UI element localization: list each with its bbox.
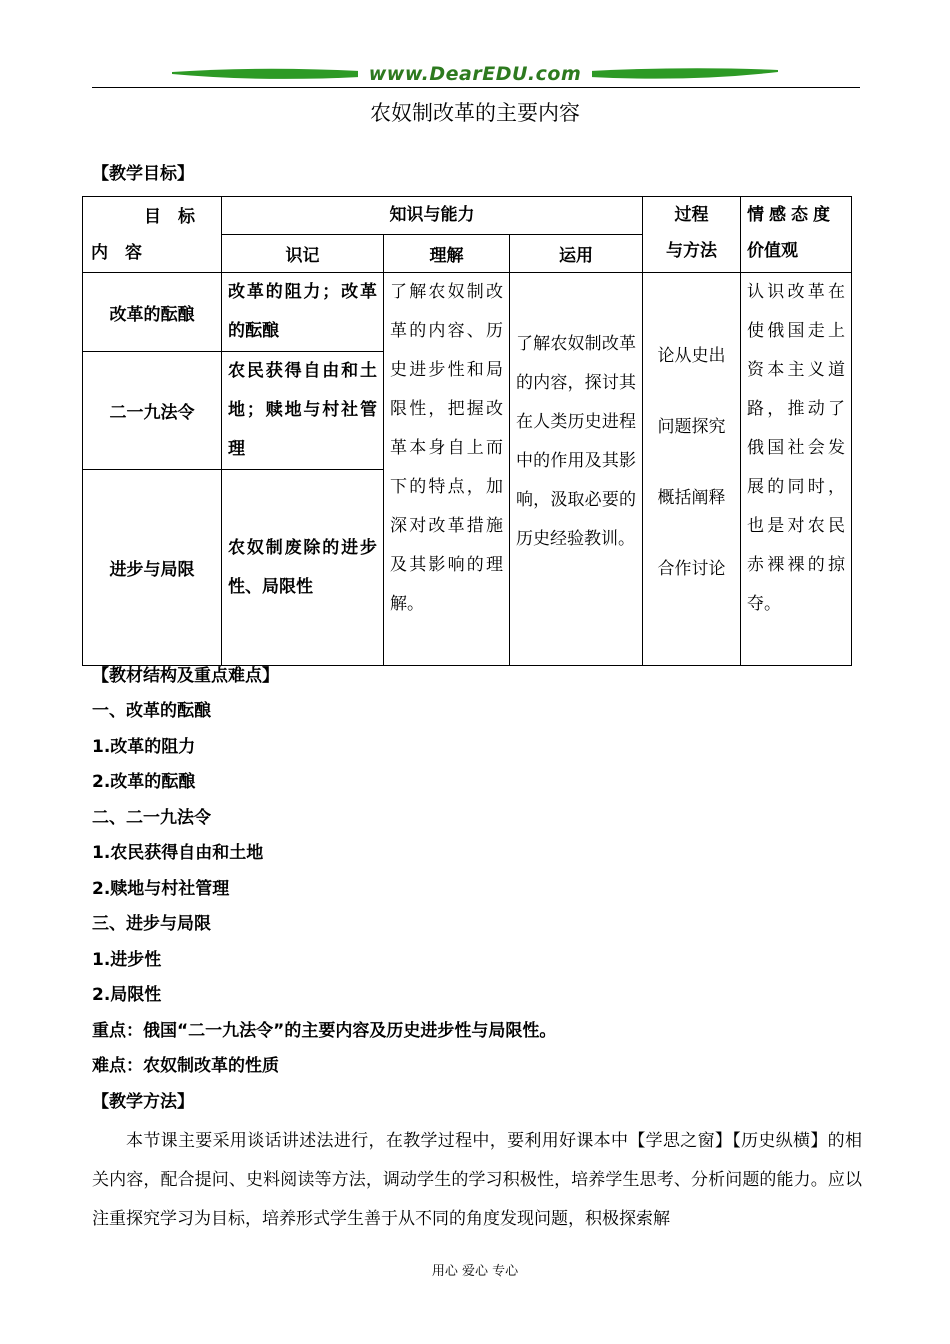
structure-line: 2.改革的酝酿 xyxy=(92,772,196,792)
process-header xyxy=(643,197,741,273)
row-label-brewing: 改革的酝酿 xyxy=(83,273,222,352)
method-item: 问题探究 xyxy=(657,417,726,437)
understand-cell: 了解农奴制改革的内容、历史进步性和局限性，把握改革本身自上而下的特点，加深对改革措施及其影响的理解。 xyxy=(384,273,510,666)
site-logo[interactable]: www.DearEDU.com xyxy=(358,63,592,85)
objectives-table xyxy=(82,196,852,666)
page-title: 农奴制改革的主要内容 xyxy=(370,101,580,125)
header-rule xyxy=(92,87,860,88)
difficult-point: 难点：农奴制改革的性质 xyxy=(92,1056,279,1076)
structure-line: 2.赎地与村社管理 xyxy=(92,879,230,899)
apply-cell: 了解农奴制改革的内容，探讨其在人类历史进程中的作用及其影响，汲取必要的历史经验教训。 xyxy=(510,273,643,666)
recall-cell-brewing: 改革的阻力；改革的酝酿 xyxy=(222,273,384,352)
structure-line: 1.农民获得自由和土地 xyxy=(92,843,264,863)
emotion-cell: 认识改革在使俄国走上资本主义道路，推动了俄国社会发展的同时，也是对农民赤裸裸的掠夺。 xyxy=(741,273,852,666)
row-label-decree: 二一九法令 xyxy=(83,352,222,470)
methods-paragraph: 本节课主要采用谈话讲述法进行，在教学过程中，要利用好课本中【学思之窗】【历史纵横】的相关内容，配合提问、史料阅读等方法，调动学生的学习积极性，培养学生思考、分析问题的能力。应以注重探究学习为目标，培养形式学生善于从不同的角度发现问题，积极探索解 xyxy=(92,1131,862,1229)
structure-line: 2.局限性 xyxy=(92,985,162,1005)
structure-line: 三、进步与局限 xyxy=(92,914,211,934)
structure-line: 二、二一九法令 xyxy=(92,808,211,828)
structure-line: 1.进步性 xyxy=(92,950,162,970)
methods-cell xyxy=(643,273,741,666)
row-label-progress: 进步与局限 xyxy=(83,470,222,666)
methods-heading: 【教学方法】 xyxy=(92,1092,194,1112)
method-item: 论从史出 xyxy=(657,346,726,366)
recall-header: 识记 xyxy=(222,235,384,273)
process-header-bottom: 与方法 xyxy=(666,241,718,261)
emotion-header xyxy=(741,197,852,273)
recall-cell-decree: 农民获得自由和土地；赎地与村社管理 xyxy=(222,352,384,470)
understand-header: 理解 xyxy=(384,235,510,273)
structure-line: 1.改革的阻力 xyxy=(92,737,196,757)
emotion-header-top: 情感态度 xyxy=(747,205,836,225)
method-item: 概括阐释 xyxy=(657,488,726,508)
corner-top-label: 目 标 xyxy=(144,206,195,227)
page-footer: 用心 爱心 专心 xyxy=(431,1264,519,1279)
table-corner-cell xyxy=(83,197,222,273)
knowledge-header: 知识与能力 xyxy=(222,197,643,235)
key-point: 重点：俄国“二一九法令”的主要内容及历史进步性与局限性。 xyxy=(92,1021,557,1041)
structure-heading: 【教材结构及重点难点】 xyxy=(92,666,279,686)
structure-line: 一、改革的酝酿 xyxy=(92,701,211,721)
corner-bottom-label: 内 容 xyxy=(91,242,142,263)
process-header-top: 过程 xyxy=(674,205,709,225)
method-item: 合作讨论 xyxy=(657,559,726,579)
emotion-header-bottom: 价值观 xyxy=(747,241,799,261)
apply-header: 运用 xyxy=(510,235,643,273)
objectives-heading: 【教学目标】 xyxy=(92,164,194,184)
recall-cell-progress: 农奴制废除的进步性、局限性 xyxy=(222,470,384,666)
